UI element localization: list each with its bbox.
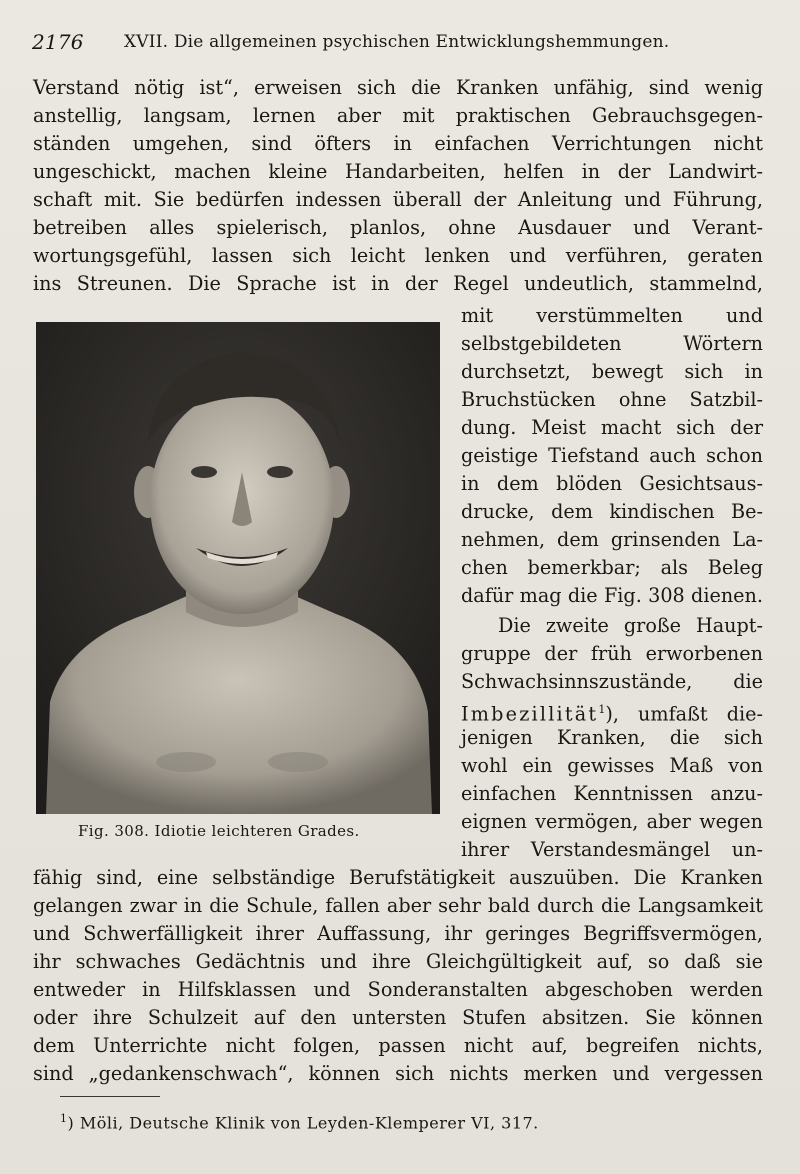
- figure-caption: Fig. 308. Idiotie leichteren Grades.: [78, 822, 360, 840]
- body-line: geistige Tiefstand auch schon: [461, 444, 763, 467]
- body-line: mit verstümmelten und: [461, 304, 763, 327]
- footnote-marker: 1: [60, 1112, 68, 1125]
- body-line: eignen vermögen, aber wegen: [461, 810, 763, 833]
- page-number: 2176: [32, 30, 84, 54]
- body-line: entweder in Hilfsklassen und Sonderanstalten abgeschoben werden: [33, 978, 763, 1001]
- footnote: [60, 1112, 539, 1132]
- body-line: [461, 696, 763, 724]
- body-line: gelangen zwar in die Schule, fallen aber sehr bald durch die Langsamkeit: [33, 894, 763, 917]
- body-line: fähig sind, eine selbständige Berufstätigkeit auszuüben. Die Kranken: [33, 866, 763, 889]
- body-line: ins Streunen. Die Sprache ist in der Regel undeutlich, stammelnd,: [33, 272, 763, 295]
- body-line: ihr schwaches Gedächtnis und ihre Gleichgültigkeit auf, so daß sie: [33, 950, 763, 973]
- body-line: einfachen Kenntnissen anzu-: [461, 782, 763, 805]
- body-line: dem Unterrichte nicht folgen, passen nicht auf, begreifen nichts,: [33, 1034, 763, 1057]
- body-line: Bruchstücken ohne Satzbil-: [461, 388, 763, 411]
- body-line: jenigen Kranken, die sich: [461, 726, 763, 749]
- portrait-photograph: [36, 322, 440, 814]
- body-line: Die zweite große Haupt-: [498, 614, 763, 637]
- body-line: sind „gedankenschwach“, können sich nichts merken und vergessen: [33, 1062, 763, 1085]
- body-line: selbstgebildeten Wörtern: [461, 332, 763, 355]
- body-line: ihrer Verstandesmängel un-: [461, 838, 763, 861]
- body-line: oder ihre Schulzeit auf den untersten Stufen absitzen. Sie können: [33, 1006, 763, 1029]
- footnote-divider: [60, 1096, 160, 1097]
- body-line: nehmen, dem grinsenden La-: [461, 528, 763, 551]
- body-line: gruppe der früh erworbenen: [461, 642, 763, 665]
- running-header: [32, 30, 772, 60]
- footnote-reference: 1: [598, 703, 606, 716]
- body-line: dafür mag die Fig. 308 dienen.: [461, 584, 763, 607]
- term-imbezillitaet: Imbezillität: [461, 702, 599, 726]
- body-line: wohl ein gewisses Maß von: [461, 754, 763, 777]
- body-line: Verstand nötig ist“, erweisen sich die Kranken unfähig, sind wenig: [33, 76, 763, 99]
- body-line: in dem blöden Gesichtsaus-: [461, 472, 763, 495]
- body-line: chen bemerkbar; als Beleg: [461, 556, 763, 579]
- body-line: betreiben alles spielerisch, planlos, ohne Ausdauer und Verant-: [33, 216, 763, 239]
- body-line: und Schwerfälligkeit ihrer Auffassung, ihr geringes Begriffsvermögen,: [33, 922, 763, 945]
- body-line-rest: ), umfaßt die-: [605, 702, 763, 726]
- footnote-text: ) Möli, Deutsche Klinik von Leyden-Klemperer VI, 317.: [67, 1113, 539, 1133]
- body-line: ungeschickt, machen kleine Handarbeiten, helfen in der Landwirt-: [33, 160, 763, 183]
- body-line: wortungsgefühl, lassen sich leicht lenken und verführen, geraten: [33, 244, 763, 267]
- body-line: ständen umgehen, sind öfters in einfachen Verrichtungen nicht: [33, 132, 763, 155]
- body-line: Schwachsinnszustände, die: [461, 670, 763, 693]
- body-line: drucke, dem kindischen Be-: [461, 500, 763, 523]
- body-line: anstellig, langsam, lernen aber mit praktischen Gebrauchsgegen-: [33, 104, 763, 127]
- body-line: dung. Meist macht sich der: [461, 416, 763, 439]
- body-line: schaft mit. Sie bedürfen indessen überall der Anleitung und Führung,: [33, 188, 763, 211]
- running-title: XVII. Die allgemeinen psychischen Entwicklungshemmungen.: [124, 32, 670, 52]
- body-line: durchsetzt, bewegt sich in: [461, 360, 763, 383]
